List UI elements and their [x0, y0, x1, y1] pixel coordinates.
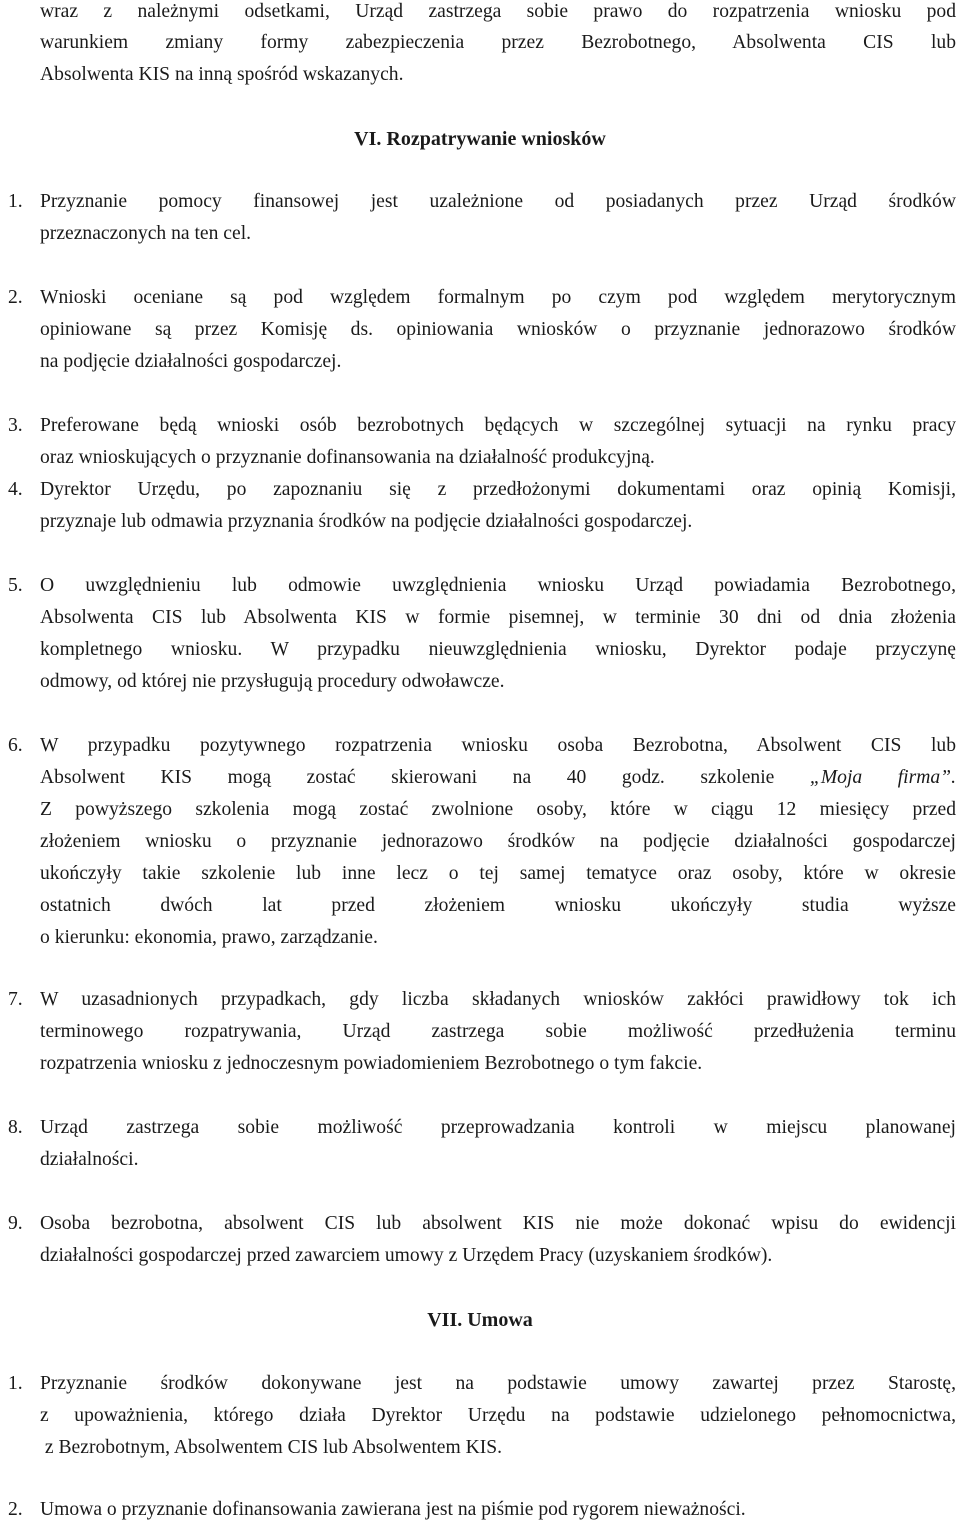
text-line: z upoważnienia, którego działa Dyrektor Urzędu na podstawie udzielonego pełnomocnictwa, [40, 1405, 956, 1426]
text-line: kompletnego wniosku. W przypadku nieuwzględnienia wniosku, Dyrektor podaje przyczynę [40, 639, 956, 660]
text-line: Przyznanie pomocy finansowej jest uzależnione od posiadanych przez Urząd środków [40, 191, 956, 212]
item-number: 4. [8, 479, 23, 500]
item-number: 9. [8, 1213, 23, 1234]
item-number: 3. [8, 415, 23, 436]
text-line: odmowy, od której nie przysługują procedury odwoławcze. [40, 671, 505, 692]
text-line: rozpatrzenia wniosku z jednoczesnym powiadomieniem Bezrobotnego o tym fakcie. [40, 1053, 703, 1074]
section-heading-vi: VI. Rozpatrywanie wniosków [354, 128, 606, 150]
item-number: 7. [8, 989, 23, 1010]
text-line: działalności gospodarczej przed zawarciem umowy z Urzędem Pracy (uzyskaniem środków). [40, 1245, 773, 1266]
text-line: Absolwenta KIS na inną spośród wskazanych. [40, 64, 404, 85]
text-line: W przypadku pozytywnego rozpatrzenia wniosku osoba Bezrobotna, Absolwent CIS lub [40, 735, 956, 756]
text-line: Z powyższego szkolenia mogą zostać zwolnione osoby, które w ciągu 12 miesięcy przed [40, 799, 956, 820]
text-line: terminowego rozpatrywania, Urząd zastrzega sobie możliwość przedłużenia terminu [40, 1021, 956, 1042]
text-line: Preferowane będą wnioski osób bezrobotnych będących w szczególnej sytuacji na rynku pracy [40, 415, 956, 436]
text-line: ostatnich dwóch lat przed złożeniem wniosku ukończyły studia wyższe [40, 895, 956, 916]
text-line: o kierunku: ekonomia, prawo, zarządzanie. [40, 927, 378, 948]
text-line: z Bezrobotnym, Absolwentem CIS lub Absolwentem KIS. [40, 1437, 503, 1458]
text-line: Umowa o przyznanie dofinansowania zawierana jest na piśmie pod rygorem nieważności. [40, 1499, 746, 1520]
text-line: W uzasadnionych przypadkach, gdy liczba składanych wniosków zakłóci prawidłowy tok ich [40, 989, 956, 1010]
text-line: Absolwent KIS mogą zostać skierowani na 40 godz. szkolenie [40, 767, 775, 788]
item-number: 2. [8, 1499, 23, 1520]
text-line: Przyznanie środków dokonywane jest na podstawie umowy zawartej przez Starostę, [40, 1373, 956, 1394]
text-line: Absolwenta CIS lub Absolwenta KIS w formie pisemnej, w terminie 30 dni od dnia złożenia [40, 607, 956, 628]
item-number: 6. [8, 735, 23, 756]
item-number: 1. [8, 1373, 23, 1394]
text-line: Wnioski oceniane są pod względem formalnym po czym pod względem merytorycznym [40, 287, 956, 308]
text-line: warunkiem zmiany formy zabezpieczenia przez Bezrobotnego, Absolwenta CIS lub [40, 32, 956, 53]
text-line: na podjęcie działalności gospodarczej. [40, 351, 342, 372]
text-line: ukończyły takie szkolenie lub inne lecz o tej samej tematyce oraz osoby, które w okresie [40, 863, 956, 884]
text-line: przyznaje lub odmawia przyznania środków na podjęcie działalności gospodarczej. [40, 511, 693, 532]
text-line: Dyrektor Urzędu, po zapoznaniu się z przedłożonymi dokumentami oraz opinią Komisji, [40, 479, 956, 500]
text-line: Osoba bezrobotna, absolwent CIS lub absolwent KIS nie może dokonać wpisu do ewidencji [40, 1213, 956, 1234]
text-line: przeznaczonych na ten cel. [40, 223, 252, 244]
text-line: złożeniem wniosku o przyznanie jednorazowo środków na podjęcie działalności gospodarczej [40, 831, 956, 852]
text-line: działalności. [40, 1149, 139, 1170]
training-name: „Moja firma”. [809, 767, 956, 788]
text-line: wraz z należnymi odsetkami, Urząd zastrzega sobie prawo do rozpatrzenia wniosku pod [40, 1, 956, 22]
text-line: oraz wnioskujących o przyznanie dofinansowania na działalność produkcyjną. [40, 447, 655, 468]
text-line: Urząd zastrzega sobie możliwość przeprowadzania kontroli w miejscu planowanej [40, 1117, 956, 1138]
text-line: O uwzględnieniu lub odmowie uwzględnienia wniosku Urząd powiadamia Bezrobotnego, [40, 575, 956, 596]
item-number: 5. [8, 575, 23, 596]
section-heading-vii: VII. Umowa [427, 1309, 533, 1331]
text-line: opiniowane są przez Komisję ds. opiniowania wniosków o przyznanie jednorazowo środków [40, 319, 956, 340]
item-number: 2. [8, 287, 23, 308]
item-number: 8. [8, 1117, 23, 1138]
item-number: 1. [8, 191, 23, 212]
